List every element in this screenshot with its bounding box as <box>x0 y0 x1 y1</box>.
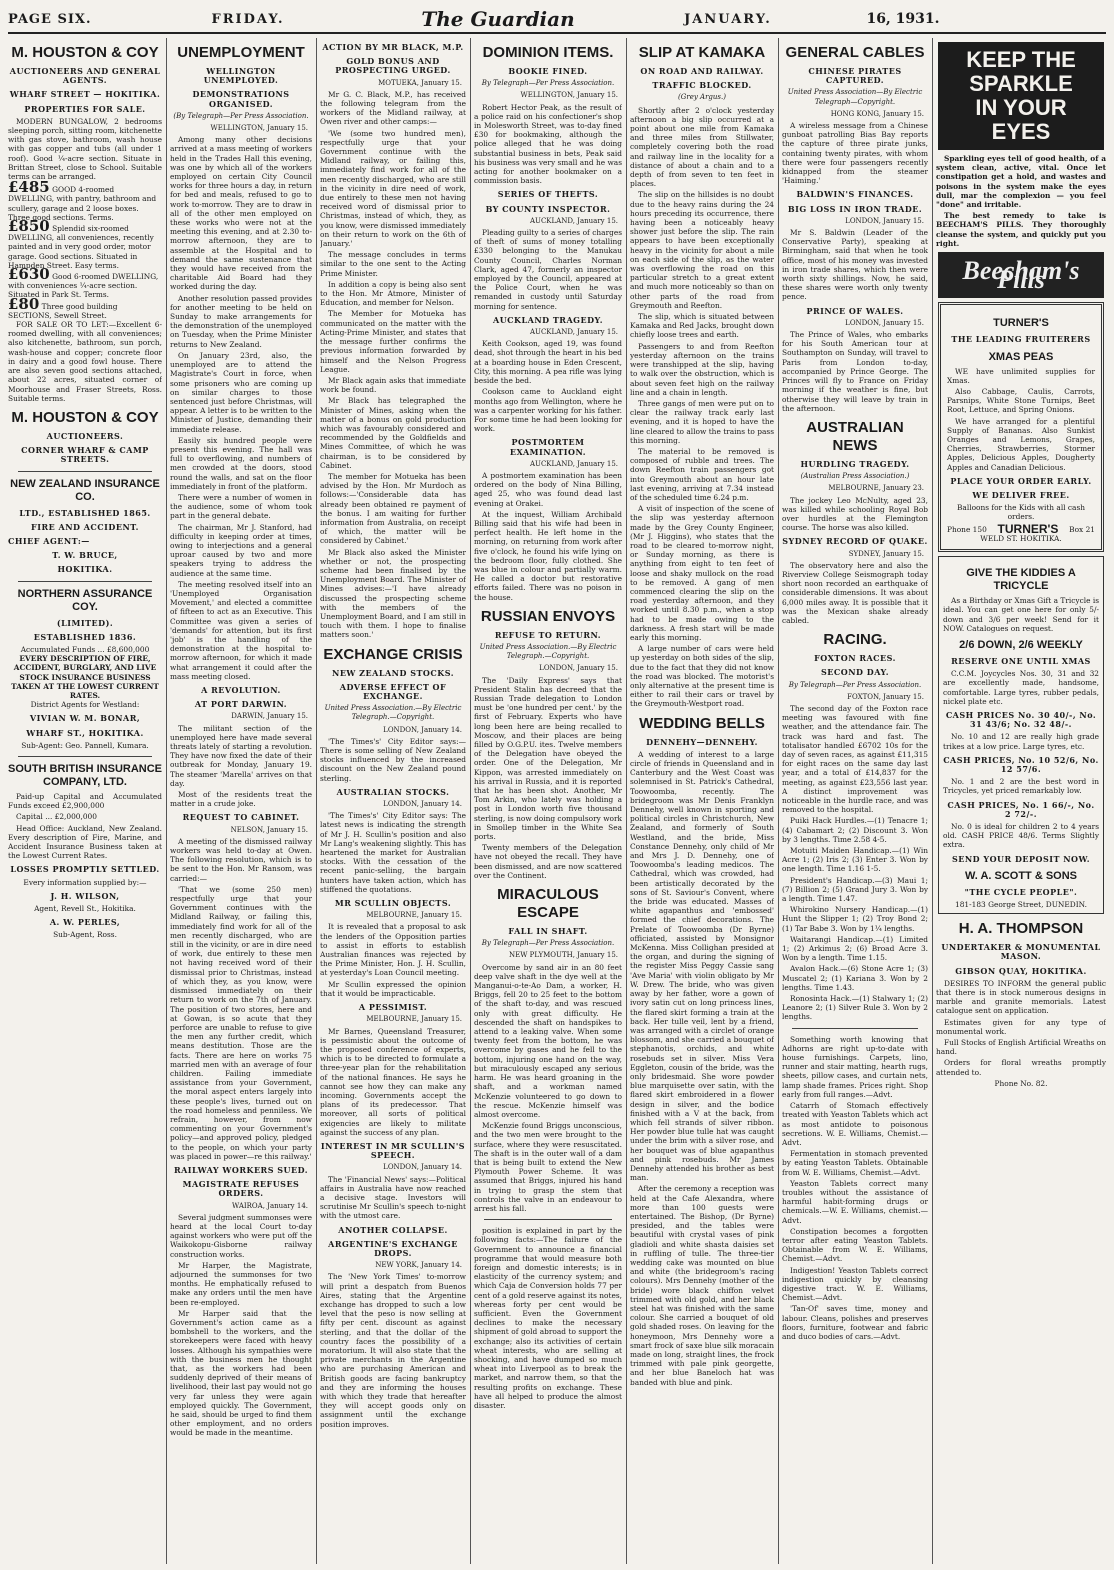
tricycle-prices: CASH PRICES No. 30 40/-, No. 31 43/6; No. 32 48/-. <box>945 709 1097 730</box>
turners-box: Box 21 <box>1069 524 1095 534</box>
south-british-losses: LOSSES PROMPTLY SETTLED. <box>10 864 160 875</box>
northern-assurance-subagent: Sub-Agent: Geo. Pannell, Kumara. <box>21 740 149 750</box>
race-result: Puiki Hack Hurdles.—(1) Tenacre 1; (4) Cabamart 2; (2) Discount 3. Won by 3 lengths. Time 2.58 4-5. <box>782 816 928 844</box>
article-paragraph: A large number of cars were held up yesterday on both sides of the slip, due to the fact that they did not know the road was blocked. The motorist's only alternative at the present time is either to rail their cars or travel by the Greymouth-Westport road. <box>630 644 774 709</box>
section-heading: POSTMORTEM EXAMINATION. <box>509 437 587 457</box>
article-paragraph: Several judgment summonses were heard at the local Court to-day against workers who were put off the Waikokopu-Gisborne railway construction works. <box>170 1212 312 1259</box>
property-price: £630 <box>8 265 50 284</box>
dateline: AUCKLAND, January 15. <box>529 328 618 337</box>
nz-insurance-fire: FIRE AND ACCIDENT. <box>31 521 139 532</box>
masthead-month: JANUARY. <box>684 11 772 27</box>
dateline: MELBOURNE, January 15. <box>366 911 462 920</box>
eyes-headline-line: IN YOUR <box>975 95 1067 120</box>
article-paragraph: The 'New York Times' to-morrow will print a despatch from Buenos Aires, stating that the Argentine exchange has dropped to such a low level that the peso is now selling at fifty per cent. discount as against sterling, and that the dollar of the country faces the possibility of a moratorium. It will also state that the private merchants in the Argentine who are purchasing American and British goods are facing bankruptcy and they are informing the houses with which they trade that hereafter they will accept goods only on assignment until the exchange position improves. <box>320 1272 466 1429</box>
article-paragraph: On January 23rd, also, the unemployed are to attend the Magistrate's Court in force, when some prisoners who are coming up on similar charges to those sentenced just before Christmas, will appear. A letter is to be written to the Minister of Justice, demanding their immediate release. <box>170 350 312 434</box>
article-paragraph: There were a number of women in the audience, some of whom took part in the general debate. <box>170 492 312 521</box>
tricycle-text: No. 1 and 2 are the best word in Tricycles, yet priced remarkably low. <box>943 777 1099 796</box>
turners-advertisement <box>938 302 1104 552</box>
article-paragraph: The jockey Leo McNulty, aged 23, was killed while schooling Royal Bob over hurdles at the Flemington course. The horse was also killed. <box>782 495 928 533</box>
article-paragraph: The slip, which is situated between Kamaka and Red Jacks, brought down chiefly loose trees and earth. <box>630 312 774 340</box>
tricycle-deposit: SEND YOUR DEPOSIT NOW. <box>951 853 1091 864</box>
scott-subtitle: "THE CYCLE PEOPLE". <box>964 886 1078 897</box>
scott-title: W. A. SCOTT & SONS <box>964 869 1078 882</box>
press-credit: By Telegraph—Per Press Association. <box>481 939 615 948</box>
column-6 <box>782 38 928 1564</box>
houston-title: M. HOUSTON & COY <box>11 408 159 426</box>
property-listing: FOR SALE OR TO LET:—Excellent 6-roomed dwelling, with all conveniences; also kitchenette, bathroom, sun porch, wash-house and copper; concrete floor in dairy and a good fowl house. There are also seven good sections attached, about 22 acres, situated corner of Moorhouse and Fraser Streets, Ross. Suitable terms. <box>8 320 162 403</box>
dateline: WELLINGTON, January 15. <box>210 124 308 133</box>
south-british-capital: Paid-up Capital and Accumulated Funds exceed £2,900,000 <box>8 791 162 811</box>
article-paragraph: Mr Scullin expressed the opinion that it would be impracticable. <box>320 979 466 998</box>
article-paragraph: At the inquest, William Archibald Billing said that his wife had been in perfect health. He left home in the morning, on returning from work after five o'clock, he found his wife lying on the bedroom floor, fully clothed. She was blue in colour and partially warm. He called a doctor but restorative efforts failed. There was no poison in the house. <box>474 509 622 602</box>
tricycle-text: C.C.M. Joycycles Nos. 30, 31 and 32 are excellently made, handsome, comfortable. Large tyres, rubber pedals, nickel plate etc. <box>943 669 1099 706</box>
article-paragraph: 'That we (some 250 men) respectfully urge that your Government continues with the Midland Railway, or failing this, immediately find work for all of the men recently discharged, who are still in the vicinity, or are in dire need of work, due entirely to these men not having received word of their dismissal prior to Christmas, instead of which they, as you know, were dismissed immediately on their return to work on the 7th of January. The position of two stores, here and at Gowan, is so acute that they perforce are unable to refuse to give the men any further credit, which means destitution. Those are the facts. There are here on works 75 married men with an average of four children. Failing immediate assistance from your Government, the moral aspect enters largely into these people's lives, turned out on the road homeless and penniless. We refrain, however, from now commenting on your Government's policy—and approved policy, pledged to the people, on which your party was placed in power—re this railway.' <box>170 884 312 1161</box>
source-credit: (Grey Argus.) <box>678 93 726 102</box>
section-heading: A PESSIMIST. <box>358 1002 428 1013</box>
dateline: NEW PLYMOUTH, January 15. <box>508 951 618 960</box>
race-result: Avalon Hack.—(6) Stone Acre 1; (3) Muscatel 2; (1) Kariana 3. Won by 2 lengths. Time 1.43. <box>782 964 928 992</box>
south-british-capital-2: Capital ... £2,000,000 <box>16 812 97 822</box>
slip-headline: SLIP AT KAMAKA <box>638 44 766 61</box>
property-text: Three good building SECTIONS, Sewell Street. <box>8 301 118 320</box>
column-rule <box>470 38 471 1564</box>
houston-address: CORNER WHARF & CAMP STREETS. <box>21 445 149 465</box>
article-paragraph: The 'Financial News' says:—Political affairs in Australia have now reached a decisive stage. Investors will scrutinise Mr Scullin's speech to-night with the utmost care. <box>320 1174 466 1221</box>
article-paragraph: Robert Hector Peak, as the result of a police raid on his confectioner's shop in Molesworth Street, was to-day fined £30 for bookmaking, although the police alleged that he was doing substantial business in bets, Peak said his business was very small and he was acting for another bookmaker on a commission basis. <box>474 102 622 186</box>
divider <box>18 471 152 472</box>
south-british-agent-1-role: Agent, Revell St., Hokitika. <box>34 904 136 913</box>
dateline: LONDON, January 15. <box>845 216 924 225</box>
dateline: MELBOURNE, January 23. <box>828 484 924 493</box>
northern-assurance-agents: District Agents for Westland: <box>30 700 140 710</box>
section-heading: A REVOLUTION. <box>201 685 281 695</box>
section-heading: SERIES OF THEFTS. <box>497 189 599 200</box>
turners-text: Also Cabbage, Caulis, Carrots, Parsnips, White Stone Turnips, Beet Root, Lettuce, and Spring Onions. <box>947 387 1095 415</box>
section-subheading: TRAFFIC BLOCKED. <box>652 80 752 91</box>
article-paragraph: Passengers to and from Reefton yesterday afternoon on the trains were transhipped at the slip, having to walk over the obstruction, which is about seven feet high on the railway line and a chain in length. <box>630 341 774 397</box>
exchange-crisis-subhead: ADVERSE EFFECT OF EXCHANGE. <box>339 681 447 701</box>
section-subheading: ARGENTINE'S EXCHANGE DROPS. <box>328 1238 458 1258</box>
column-4 <box>474 38 622 1564</box>
article-paragraph: A wedding of interest to a large circle of friends in Queensland and in Canterbury and the West Coast was solemnised in St. Patrick's Cathedral, Toowoomba, recently. The bridegroom was Mr Denis Franklyn Dennehy, well known in sporting and political circles in Christchurch, New Zealand, and formerly of South Westland, and the bride, Miss Constance Dennehy, only child of Mr and Mrs J. D. Dennehy, one of Toowoomba's leading medicos. The Cathedral, which was crowded, had been artistically decorated by the sons of St. Saviour's Convent, where the bride was educated. Masses of white agapanthus and 'embossed' formed the chief decorations. The Prelate of Toowoomba (Dr Byrne) officiated, assisted by Monsignor McKenna. Miss Collighan presided at the organ, and during the signing of the register Miss Peggy Cassie sang 'Ave Maria' with violin obligato by Mr W. Drew. The bride, who was given away by her father, wore a gown of ivory satin cut on long princess lines, the flared skirt forming a train at the back. Her tulle veil, lent by a friend, was arranged with a circlet of orange blossom, and she carried a bouquet of stephanotis, orchids, and white rosebuds set in silver. Miss Vera Eggleton, cousin of the bride, was the only bridesmaid. She wore powder blue marquisette over satin, with the flared skirt embroidered in a flower design in silver, and the bodice finished with a V at the back, from which fell strands of silver ribbon. Her powder blue tulle hat was caught under the brim with a silver rose, and her bouquet was of blue agapanthus and pink rosebuds. Mr James Dennehy attended his brother as best man. <box>630 749 774 1183</box>
turners-name: TURNER'S <box>997 521 1059 536</box>
dateline: LONDON, January 14. <box>383 1163 462 1172</box>
northern-assurance-agent-address: WHARF ST., HOKITIKA. <box>26 727 144 738</box>
northern-assurance-agent-name: VIVIAN W. M. BONAR, <box>29 713 141 724</box>
dateline: MOTUEKA, January 15. <box>378 78 462 87</box>
thompson-address: GIBSON QUAY, HOKITIKA. <box>955 965 1087 976</box>
article-paragraph: 'The Times's' City Editor says: The latest news is indicating the strength of Mr J. H. Scullin's position and also Mr Lang's weakening slightly. This has heartened the market for Australian stocks. With the cessation of the recent panic-selling, the bargain hunters have taken action, which has stiffened the quotations. <box>320 811 466 894</box>
article-paragraph: Mr G. C. Black, M.P., has received the following telegram from the workers of the Midland railway, at Owen river and other camps:— <box>320 89 466 127</box>
eyes-headline-line: SPARKLE <box>969 71 1073 96</box>
northern-assurance-description: EVERY DESCRIPTION OF FIRE, ACCIDENT, BURGLARY, AND LIVE STOCK INSURANCE BUSINESS TAKEN AT THE LOWEST CURRENT RATES. <box>11 654 159 700</box>
column-2 <box>170 38 312 1564</box>
article-paragraph: Overcome by sand air in an 80 feet deep valve shaft in the dye well at the Manganui-o-te-Ao Dam, a worker, H. Briggs, fell 20 to 25 feet to the bottom of the shaft to-day, and was rescued only with great difficulty. He descended the shaft on handspikes to attend to a leaking valve. When some twenty feet from the bottom, he was overcome by gases and he fell to the bottom, injuring one hand on the way, but miraculously escaped any serious harm. He was heard groaning in the shaft, and a workman named McKenzie volunteered to go down to the rescue. McKenzie himself was almost overcome. <box>474 962 622 1119</box>
dateline: HONG KONG, January 15. <box>830 109 924 118</box>
article-paragraph: Most of the residents treat the matter in a crude joke. <box>170 790 312 809</box>
advertisement-note: Catarrh of Stomach effectively treated with Yeaston Tablets which act as most antidote to poisonous secretions. W. E. Williams, Chemist.—Advt. <box>782 1101 928 1147</box>
press-credit: (Australian Press Association.) <box>800 472 910 481</box>
russian-envoys-headline: RUSSIAN ENVOYS <box>480 607 616 625</box>
column-rule <box>166 38 167 1564</box>
masthead <box>8 6 1106 34</box>
article-paragraph: 'The Times's' City Editor says:—There is some selling of New Zealand stocks influenced by the increased discount on the New Zealand pound sterling. <box>320 736 466 783</box>
article-paragraph: 'We (some two hundred men), respectfully urge that your Government continue with the Midland railway, or failing this, immediately find work for all of the men recently discharged, who are still in the vicinity in dire need of work, due entirely to these men not having received word of dismissal prior to Christmas, instead of which, they, as you know, were dismissed immediately on their return to work on the 6th of January.' <box>320 128 466 249</box>
turners-order: PLACE YOUR ORDER EARLY. <box>950 475 1092 486</box>
south-british-agent-2: A. W. PERLES, <box>49 917 121 928</box>
divider <box>18 581 152 582</box>
press-credit: United Press Association.—By Electric Telegraph.—Copyright. <box>324 704 462 722</box>
black-headline: ACTION BY MR BLACK, M.P. <box>322 42 464 52</box>
section-subheading: REFUSE TO RETURN. <box>494 629 602 640</box>
article-paragraph: Shortly after 2 o'clock yesterday afternoon a big slip occurred at a point about one mile from Kamaka and three miles from Stillwater, completely covering both the road and railway line in the locality for a distance of about a chain and to a depth of from seven to ten feet in places. <box>630 105 774 189</box>
article-paragraph: position is explained in part by the following facts:—The failure of the Government to announce a financial programme that would measure both foreign and domestic interests; is in elasticity of the currency system; and which Caja de Conversion holds 77 per cent of a gold reserve against its notes, whereas forty per cent would be sufficient. Even the Government declines to make the necessary shipment of gold abroad to support the exchange; also its activities of certain wheat interests, who are selling at shocking, and have dumped so much wheat into Liverpool as to break the market, and narrow them, so that the resulting profits on exchange. These have all helped to produce the almost disaster. <box>474 1226 622 1410</box>
section-heading: AUSTRALIAN STOCKS. <box>336 786 450 797</box>
dateline: NEW YORK, January 14. <box>375 1261 462 1270</box>
houston-title: M. HOUSTON & COY <box>11 44 159 61</box>
dateline: LONDON, January 14. <box>383 800 462 809</box>
northern-assurance-title: NORTHERN ASSURANCE COY. <box>17 587 153 613</box>
divider <box>484 1219 612 1220</box>
article-paragraph: A visit of inspection of the scene of the slip was yesterday afternoon made by the Grey County Engineer, (Mr J. Higgins), who states that the road to be cleared to-morrow night, or Sunday morning, as there is anything from eight to ten feet of loose and shaky mullock on the road to be removed. A gang of men commenced clearing the slip on the road yesterday afternoon, and they worked until 8.30 p.m., when a stop had to be made owing to the darkness. A fresh start will be made early this morning. <box>630 504 774 642</box>
turners-phone: Phone 150 <box>947 524 987 534</box>
south-british-office: Head Office: Auckland, New Zealand. Every description of Fire, Marine, and Accident Insurance Business taken at the Lowest Current Rates. <box>8 823 162 861</box>
tricycle-headline: GIVE THE KIDDIES A TRICYCLE <box>966 567 1076 593</box>
article-paragraph: Pleading guilty to a series of charges of theft of sums of money totalling £330 belonging to the Manukau County Council, Charles Norman Clark, aged 47, formerly an inspector employed by the Council, appeared at the Police Court, when he was remanded in custody until Saturday morning for sentence. <box>474 228 622 311</box>
column-7 <box>936 38 1106 1564</box>
houston-address: WHARF STREET — HOKITIKA. <box>9 89 161 100</box>
thompson-title: H. A. THOMPSON <box>958 920 1084 938</box>
property-text: Splendid six-roomed DWELLING, all conveniences, recently painted and in very good order, motor garage. Good sections. Situated in Hampden Street. Easy terms. <box>8 224 154 270</box>
article-paragraph: Mr Harper said that the Government's action came as a bombshell to the workers, and the storekeepers were faced with heavy losses. Although his sympathies were with the business men he thought that, as the workers had been suddenly deprived of their means of livelihood, their last pay would not go very far unless they were again employed quickly. The Government, he said, should be urged to find them other employment, and no orders would be made in the meantime. <box>170 1308 312 1438</box>
section-subheading: HURDLING TRAGEDY. <box>800 458 910 469</box>
article-paragraph: The observatory here and also the Riverview College Seismograph today short noon recorded an earthquake of considerable dimensions. It was about 6,000 miles away. It is possible that it was the Mexican shake already cabled. <box>782 560 928 625</box>
section-subheading: CHINESE PIRATES CAPTURED. <box>808 66 902 86</box>
unemployment-subhead: DEMONSTRATIONS ORGANISED. <box>192 89 290 109</box>
article-paragraph: The slip on the hillsides is no doubt due to the heavy rains during the 24 hours preceding its occurrence, there having been a noticeably heavy shower just before the slip. The rain appears to have been exceptionally heavy in the vicinity for about a mile on each side of the slip, as the water was overflowing the road on this particular stretch to a great extent and much more noticeably so than on other parts of the road from Greymouth and Reefton. <box>630 190 774 310</box>
tricycle-text: As a Birthday or Xmas Gift a Tricycle is ideal. You can get one here for only 5/- down and 3/6 per week! Send for it NOW. Catalogues on request. <box>943 596 1099 633</box>
nz-insurance-subtitle: LTD., ESTABLISHED 1865. <box>19 507 151 518</box>
article-paragraph: In addition a copy is being also sent to the Hon. Mr Atmore, Minister of Education, and member for Nelson. <box>320 279 466 308</box>
article-paragraph: The chairman, Mr J. Stanford, had difficulty in keeping order at times, owing to interjections and a general uproar caused by two and more speakers trying to address the audience at the same time. <box>170 522 312 578</box>
dateline: AUCKLAND, January 15. <box>529 216 618 225</box>
turners-text: WE have unlimited supplies for Xmas. <box>947 366 1095 385</box>
article-paragraph: The Prince of Wales, who embarks for his South American tour at Southampton on Sunday, will travel to Paris from London to-day, accompanied by Prince George. The Princes will fly to France on Friday morning if the weather is fine, but otherwise they will leave by train in the afternoon. <box>782 330 928 413</box>
tricycle-terms: 2/6 DOWN, 2/6 WEEKLY <box>959 638 1083 651</box>
article-paragraph: Keith Cookson, aged 19, was found dead, shot through the heart in his bed at a boarding house in Eden Crescent, City, this morning. A pea rifle was lying beside the bed. <box>474 339 622 386</box>
dateline: NELSON, January 15. <box>230 825 308 834</box>
article-paragraph: A postmortem examination has been ordered on the body of Nina Billing, aged 25, who was found dead last evening at Orakei. <box>474 470 622 508</box>
thompson-subtitle: UNDERTAKER & MONUMENTAL MASON. <box>941 942 1101 962</box>
nz-insurance-agent-name: T. W. BRUCE, <box>52 550 118 561</box>
tricycle-prices: CASH PRICES, No. 1 66/-, No. 2 72/-. <box>947 799 1095 819</box>
eyes-copy: Sparkling eyes tell of good health, of a system clean, active, vital. Once let constipation get a hold, and wastes and poisons in the system make the eyes dull, mar the complexion — you feel "done" and irritable. <box>936 154 1106 210</box>
advertisement-note: Something worth knowing that Adhorns are right up-to-date with house furnishings. Carpets, lino, runner and stair matting, hearth rugs, sheets, pillow cases, and curtain nets, lamp shade frames. Prices right. Shop early from full ranges.—Advt. <box>782 1034 928 1099</box>
dateline: AUCKLAND, January 15. <box>529 459 618 468</box>
wedding-bells-headline: WEDDING BELLS <box>639 714 765 732</box>
dateline: MELBOURNE, January 15. <box>366 1015 462 1024</box>
thompson-text: DESIRES TO INFORM the general public that there is in stock numerous designs in marble and granite memorials. Latest catalogue sent on application. <box>936 978 1106 1016</box>
dateline: FOXTON, January 15. <box>847 692 924 701</box>
unemployment-headline: UNEMPLOYMENT <box>177 44 305 61</box>
article-paragraph: Twenty members of the Delegation have not obeyed the recall. They have been dismissed, and are now scattered over the Continent. <box>474 843 622 880</box>
property-listing <box>8 294 162 320</box>
properties-title: PROPERTIES FOR SALE. <box>24 103 146 114</box>
advertisement-note: Indigestion! Yeaston Tablets correct indigestion quickly by cleansing digestive tract. W. E. Williams, Chemist.—Advt. <box>782 1265 928 1303</box>
press-credit: By Telegraph—Per Press Association. <box>788 680 922 689</box>
dominion-items-headline: DOMINION ITEMS. <box>482 44 614 61</box>
houston-subtitle: AUCTIONEERS AND GENERAL AGENTS. <box>9 66 161 86</box>
tricycle-prices: CASH PRICES, No. 10 52/6, No. 12 57/6. <box>943 754 1099 774</box>
dateline: LONDON, January 15. <box>845 318 924 327</box>
section-heading: INTEREST IN MR SCULLIN'S SPEECH. <box>320 1140 466 1161</box>
tricycle-reserve: RESERVE ONE UNTIL XMAS <box>951 655 1091 666</box>
section-subheading: AT PORT DARWIN. <box>194 699 288 710</box>
masthead-date: 16, 1931. <box>866 11 940 27</box>
section-heading: SYDNEY RECORD OF QUAKE. <box>782 536 928 547</box>
race-result: Whirokino Nursery Handicap.—(1) Hunt the Slipper 1; (2) Troy Bond 2; (1) Tar Babe 3. Won by 1¼ lengths. <box>782 905 928 933</box>
south-british-agent-2-role: Sub-Agent, Ross. <box>53 930 117 940</box>
article-paragraph: Mr Barnes, Queensland Treasurer, is pessimistic about the outcome of the proposed conference of experts, which is to be directed to formulate a three-year plan for the rehabilitation of the national finances. He says he cannot see how they can make any incoming. Governments accept the plans of its predecessor. That moreover, all sorts of political exigencies are likely to militate against the success of any plan. <box>320 1026 466 1137</box>
section-heading: REQUEST TO CABINET. <box>182 812 300 823</box>
section-heading: RAILWAY WORKERS SUED. <box>173 1164 309 1175</box>
advertisement-note: Constipation becomes a forgotten terror after eating Yeaston Tablets. Obtainable from W. E. Williams, Chemist.—Advt. <box>782 1226 928 1264</box>
section-heading: AUCKLAND TRAGEDY. <box>492 314 603 325</box>
press-credit: (By Telegraph—Per Press Association. <box>173 111 309 120</box>
article-paragraph: A meeting of the dismissed railway workers was held to-day at Owen. The following resolution, which is to be sent to the Hon. Mr Ransom, was carried:— <box>170 836 312 883</box>
race-result: Waitarangi Handicap.—(1) Limited 1; (2) Arkimus 2; (6) Broad Acre 3. Won by a length. Time 1.15. <box>782 934 928 963</box>
article-paragraph: Among many other decisions arrived at a mass meeting of workers held in the Trades Hall this evening, was one by which all of the workers employed on certain City Council works for three hours a day, in return for bed and meals, refused to go to work to-morrow. They are to draw in all of the other men employed on these works who were not at the meeting this evening, and at 2.30 to-morrow afternoon, they are to assemble at the Hospital and to demand the same sustenance that they would have received from the charitable Aid Board had they worked during the day. <box>170 135 312 292</box>
advertisement-note: Fermentation in stomach prevented by eating Yeaston Tablets. Obtainable from W. E. Williams, Chemist.—Advt. <box>782 1149 928 1177</box>
tricycle-text: No. 10 and 12 are really high grade trikes at a low price. Large tyres, etc. <box>943 732 1099 751</box>
advertisement-note: 'Tan-Of' saves time, money and labour. Cleans, polishes and preserves floors, furniture, footwear and fabric and duco bodies of cars.—Advt. <box>782 1304 928 1341</box>
property-text: Good 6-roomed DWELLING, with conveniences ¼-acre section. Situated in Park St. Terms. <box>8 272 159 300</box>
article-paragraph: The 'Daily Express' says that President Stalin has decreed that the Russian Trade delegation to London must be 'one hundred per cent.' by the first of February. Experts who have long been here are being recalled to Moscow, and their places are being filled by O.G.P.U. ites. Twelve members of the Delegation have obeyed the order. One of the Delegation, Mr Kippon, was arrested immediately on his arrival in Russia, and it is reported that he has been shot. Another, Mr Tom Arkin, who lately was holding a post in London worth five thousand sterling, is now doing compulsory work in Smollep timber in the White Sea ports. <box>474 675 622 842</box>
dateline: DARWIN, January 15. <box>231 712 308 721</box>
section-heading: ANOTHER COLLAPSE. <box>338 1224 448 1235</box>
section-subheading: DENNEHY—DENNEHY. <box>646 736 758 747</box>
column-3 <box>320 38 466 1564</box>
nz-insurance-agent-place: HOKITIKA. <box>57 564 113 575</box>
article-paragraph: The meeting resolved itself into an 'Unemployed Organisation Movement,' and elected a committee of fifteen to act as an Executive. This Committee was given a series of 'demands' for attention, but its first 'job' is the handling of the demonstration at the hospital to-morrow afternoon, for which it made what arrangement it could after the mass meeting closed. <box>170 579 312 681</box>
section-subheading: FOXTON RACES. <box>814 653 896 664</box>
masthead-title: The Guardian <box>421 7 575 31</box>
article-paragraph: Easily six hundred people were present this evening. The hall was full to overflowing, and numbers of men crowded at the doors, stood round the walls, and sat on the floor immediately in front of the platform. <box>170 435 312 491</box>
australian-news-headline: AUSTRALIAN NEWS <box>806 418 904 454</box>
column-1 <box>8 38 162 1564</box>
houston-subtitle: AUCTIONEERS. <box>46 430 124 441</box>
property-listing <box>8 217 162 270</box>
turners-address: WELD ST. HOKITIKA. <box>980 533 1062 543</box>
thompson-text: Estimates given for any type of monumental work. <box>936 1017 1106 1036</box>
eyes-headline-line: KEEP THE <box>966 47 1076 72</box>
northern-assurance-funds: Accumulated Funds ... £8,600,000 <box>20 644 150 654</box>
thompson-text: Full Stocks of English Artificial Wreaths on hand. <box>936 1038 1106 1057</box>
exchange-crisis-headline: EXCHANGE CRISIS <box>323 645 463 663</box>
section-heading: BALDWIN'S FINANCES. <box>796 189 914 200</box>
beechams-pills-logo: Beecham's Pills <box>938 252 1104 298</box>
article-paragraph: After the ceremony a reception was held at the Cafe Alexandra, where more than 100 guests were entertained. The Bishop, (Dr Byrne) presided, and the tables were beautiful with crystal vases of pink gladioli and white shasta daisies set in ruffling of tulle. The three-tier wedding cake was mounted on blue and white (the bridegroom's racing colours). Mrs Dennehy (mother of the bride) wore black chiffon velvet trimmed with old gold, and her black steel hat was finished with the same colour. She carried a bouquet of old gold shaded roses. On leaving for the honeymoon, Mrs Dennehy wore a smart frock of saxe blue silk moracain made on long, straight lines, the frock trimmed with pale pink georgette, and her blue Baneloch hat was banded with blue and pink. <box>630 1184 774 1387</box>
south-british-agent-1: J. H. WILSON, <box>50 890 120 901</box>
section-heading: MR SCULLIN OBJECTS. <box>334 898 452 909</box>
general-cables-headline: GENERAL CABLES <box>785 44 925 61</box>
race-result: Ronosinta Hack.—(1) Stalwary 1; (2) Leanore 2; (1) Silver Rule 3. Won by 2 lengths. <box>782 994 928 1022</box>
article-paragraph: The Member for Motueka has communicated on the matter with the Acting-Prime Minister, and states that the message further confirms the previous information forwarded by himself and the Nelson Progress League. <box>320 309 466 374</box>
article-paragraph: The material to be removed is composed of rubble and trees. The down Reefton train passengers got into Greymouth about an hour late last evening, arriving at 7.34 instead of the scheduled time 6.24 p.m. <box>630 446 774 502</box>
advertisement-note: Yeaston Tablets correct many troubles without the assistance of harmful habit-forming drugs or chemicals.—W. E. Williams, chemist.—Advt. <box>782 1178 928 1225</box>
miraculous-escape-headline: MIRACULOUS ESCAPE <box>497 886 599 922</box>
northern-assurance-subtitle: (LIMITED). <box>56 617 114 628</box>
tricycle-advertisement <box>938 556 1104 914</box>
article-paragraph: Mr Harper, the Magistrate, adjourned the summonses for two months. He emphatically refused to make any orders until the men have been re-employed. <box>170 1260 312 1307</box>
article-paragraph: The member for Motueka has been advised by the Hon. Mr Murdoch as follows:—'Considerable data has already been obtained re payment of the bonus. I am waiting for further information from Australia, on receipt of which, the matter will be considered by Cabinet.' <box>320 471 466 546</box>
beechams-eyes-advertisement <box>938 42 1104 150</box>
scott-address: 181-183 George Street, DUNEDIN. <box>955 899 1087 909</box>
exchange-crisis-subhead: NEW ZEALAND STOCKS. <box>332 667 454 678</box>
section-heading: PRINCE OF WALES. <box>806 305 904 316</box>
south-british-title: SOUTH BRITISH INSURANCE COMPANY, LTD. <box>8 762 162 788</box>
race-result: Motuiti Maiden Handicap.—(1) Win Acre 1; (2) Iris 2; (3) Enter 3. Won by one length. Time 1.16 1-5. <box>782 846 928 874</box>
section-heading: BOOKIE FINED. <box>508 66 588 76</box>
turners-title: TURNER'S <box>993 317 1049 330</box>
property-price: £850 <box>8 217 50 236</box>
turners-subtitle: THE LEADING FRUITERERS <box>951 334 1091 345</box>
nz-insurance-agent-label: CHIEF AGENT:— <box>8 535 90 546</box>
section-subheading: ON ROAD AND RAILWAY. <box>640 66 764 76</box>
racing-headline: RACING. <box>823 631 887 649</box>
article-paragraph: Mr Black also asked the Minister whether or not, the prospecting scheme had been finalised by the Unemployment Board. The Minister of Mines advises:—'I have already discussed the prospecting scheme with the members of the Unemployment Board, and I am still in touch with them. I hope to finalise matters soon.' <box>320 547 466 640</box>
masthead-day: FRIDAY. <box>211 11 285 27</box>
section-subheading: BY COUNTY INSPECTOR. <box>485 203 611 214</box>
article-paragraph: Mr Black has telegraphed the Minister of Mines, asking when the matter of a bonus on gold production which was favourably considered and recommended by the Goldfields and Mines Committee, of which he was chairman, is to be considered by Cabinet. <box>320 396 466 470</box>
dateline: WELLINGTON, January 15. <box>520 91 618 100</box>
article-paragraph: McKenzie found Briggs unconscious, and the two men were brought to the surface, where they were resuscitated. The shaft is in the outer wall of a dam that is being built to extend the New Plymouth Power Scheme. It was assumed that Briggs, injured his hand in trying to grasp the stem that controls the valve in an endeavour to arrest his fall. <box>474 1121 622 1213</box>
property-price: £485 <box>8 178 50 197</box>
column-rule <box>778 38 779 1564</box>
article-paragraph: Mr S. Baldwin (Leader of the Conservative Party), speaking at Birmingham, said that when he took office, most of his money was invested in iron trade shares, which then were worth sixty shillings. Now, he said, these shares were worth only twenty pence. <box>782 228 928 302</box>
section-subheading: BIG LOSS IN IRON TRADE. <box>787 203 923 214</box>
thompson-text: Orders for floral wreaths promptly attended to. <box>936 1058 1106 1077</box>
turners-delivery: WE DELIVER FREE. <box>972 490 1070 501</box>
dateline: LONDON, January 15. <box>539 664 618 673</box>
article-paragraph: The message concludes in terms similar to the one sent to the Acting Prime Minister. <box>320 250 466 278</box>
article-paragraph: A wireless message from a Chinese gunboat patrolling Bias Bay reports the capture of three pirate junks, containing twenty pirates, with whom there were four passengers recently kidnapped from the steamer 'Haiming.' <box>782 121 928 186</box>
article-paragraph: The militant section of the unemployed here have made several threats lately of starting a revolution. They have now fixed the date of their outbreak for Monday, January 19. The steamer 'Marella' arrives on that day. <box>170 723 312 788</box>
dateline: LONDON, January 14. <box>383 725 462 734</box>
article-paragraph: Cookson came to Auckland eight months ago from Wellington, where he was a carpenter working for his father. For some time he had been looking for work. <box>474 387 622 434</box>
article-paragraph: It is revealed that a proposal to ask the lenders of the Opposition parties to assist in efforts to establish Australian finances was rejected by the Prime Minister, Hon. J. H. Scullin, at yesterday's Loan Council meeting. <box>320 922 466 978</box>
turners-text: We have arranged for a plentiful Supply of Bananas. Also Sunkist Oranges and Lemons, Grapes, Cherries, Strawberries, Stormer Apples, Delicious Apples, Dougherty Apples and Canadian Delicious. <box>947 416 1095 472</box>
tricycle-text: No. 0 is ideal for children 2 to 4 years old. CASH PRICE 48/6. Terms Slightly extra. <box>943 821 1099 850</box>
section-subheading: MAGISTRATE REFUSES ORDERS. <box>182 1179 300 1199</box>
property-listing: MODERN BUNGALOW, 2 bedrooms sleeping porch, sitting room, kitchenette with gas stove, bathroom, wash house with gas copper and tubs (all under 1 roof). Good ¼-acre section. Situate in Brittan Street, close to School. Suitable terms can be arranged. <box>8 116 162 182</box>
race-result: President's Handicap.—(3) Maui 1; (7) Billion 2; (5) Grand Jury 3. Won by a length. Time 1.47. <box>782 875 928 904</box>
article-paragraph: The second day of the Foxton race meeting was favoured with fine weather, and the attendance fair. The track was hard and fast. The totalisator handled £6702 10s for the day of seven races, as against £11,315 for eight races on the same day last year, and a total of £14,837 for the meeting, as against £23,556 last year. A distinct improvement was noticeable in the hurdle race, and was removed to the hospital. <box>782 703 928 815</box>
dateline: SYDNEY, January 15. <box>848 549 924 558</box>
section-subheading: FALL IN SHAFT. <box>508 926 588 937</box>
property-price: £80 <box>8 294 40 313</box>
unemployment-subhead: WELLINGTON UNEMPLOYED. <box>203 66 279 86</box>
article-paragraph: Three gangs of men were put on to clear the railway track early last evening, and it is hoped to have the line cleared to allow the trains to pass this morning. <box>630 398 774 445</box>
turners-balloons: Balloons for the Kids with all cash orders. <box>957 503 1085 522</box>
dateline: WAIROA, January 14. <box>231 1201 308 1210</box>
south-british-info: Every information supplied by:— <box>23 877 147 887</box>
column-rule <box>316 38 317 1564</box>
northern-assurance-established: ESTABLISHED 1836. <box>33 631 137 642</box>
page-number: PAGE SIX. <box>8 11 92 27</box>
black-subhead: GOLD BONUS AND PROSPECTING URGED. <box>335 56 451 76</box>
divider <box>18 756 152 757</box>
press-credit: By Telegraph—Per Press Association. <box>481 79 615 88</box>
column-5 <box>630 38 774 1564</box>
divider <box>792 1028 918 1029</box>
property-text: GOOD 4-roomed DWELLING, with pantry, bathroom and scullery, garage and 2 loose boxes. Three good sections. Terms. <box>8 185 157 222</box>
eyes-copy: The best remedy to take is BEECHAM'S PILLS. They thoroughly cleanse the system, and quickly put you right. <box>936 211 1106 248</box>
press-credit: United Press Association.—By Electric Telegraph.—Copyright. <box>479 642 617 661</box>
press-credit: United Press Association—By Electric Telegraph—Copyright. <box>787 88 923 106</box>
section-subheading: SECOND DAY. <box>821 667 889 678</box>
nz-insurance-title: NEW ZEALAND INSURANCE CO. <box>10 477 160 503</box>
eyes-headline-line: EYES <box>991 119 1051 144</box>
turners-footer <box>947 521 1095 536</box>
article-paragraph: Another resolution passed provides for another meeting to be held on Sunday to make arrangements for the demonstration of the unemployed on Tuesday, when the Prime Minister returns to New Zealand. <box>170 293 312 349</box>
thompson-phone: Phone No. 82. <box>994 1078 1048 1088</box>
turners-peas: XMAS PEAS <box>988 350 1054 363</box>
column-rule <box>626 38 627 1564</box>
article-paragraph: Mr Black again asks that immediate work be found. <box>320 375 466 395</box>
column-rule <box>932 38 933 1564</box>
